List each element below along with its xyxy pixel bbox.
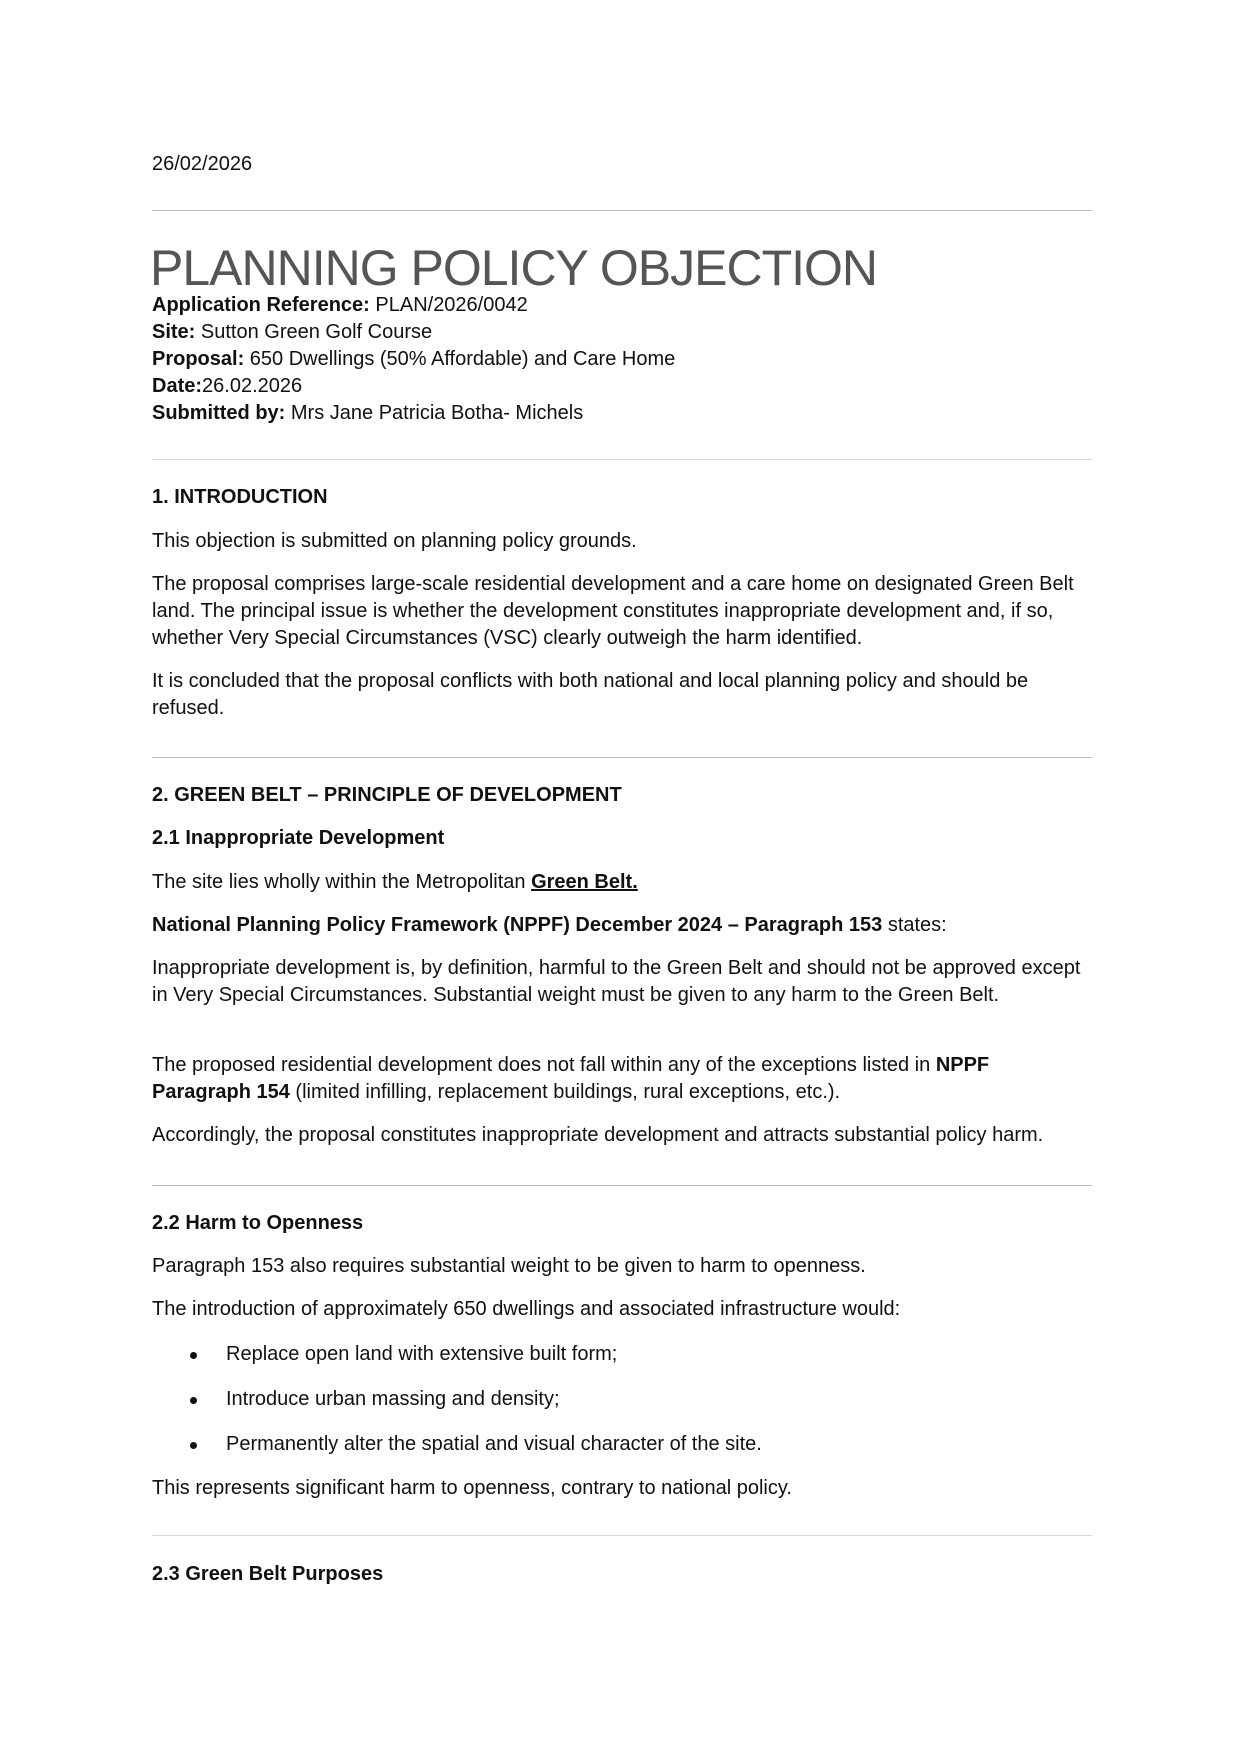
- paragraph-text: The proposed residential development does not fall within any of the exceptions listed in: [152, 1054, 936, 1076]
- section-introduction-heading: [152, 484, 1092, 511]
- divider: [152, 1185, 1092, 1186]
- intro-paragraph-1: This objection is submitted on planning policy grounds.: [152, 530, 637, 552]
- paragraph-text: (limited infilling, replacement buildings, rural exceptions, etc.).: [289, 1081, 841, 1103]
- site-detail: [152, 319, 675, 346]
- section-heading: 1. INTRODUCTION: [152, 486, 328, 508]
- bullet-icon: [190, 1397, 197, 1404]
- paragraph-text: states:: [882, 914, 947, 936]
- proposal-detail: [152, 346, 675, 373]
- subsection-heading: 2.3 Green Belt Purposes: [152, 1563, 384, 1585]
- openness-paragraph-2: The introduction of approximately 650 dwellings and associated infrastructure would:: [152, 1298, 901, 1320]
- conclusion-paragraph: Accordingly, the proposal constitutes inappropriate development and attracts substantial policy harm.: [152, 1124, 1044, 1146]
- date-detail: [152, 373, 675, 400]
- divider: [152, 459, 1092, 460]
- section-heading: 2. GREEN BELT – PRINCIPLE OF DEVELOPMENT: [152, 784, 622, 806]
- nppf-154-reference: NPPF Paragraph 154: [152, 1054, 990, 1103]
- harm-bullet-list: [152, 1341, 1092, 1476]
- green-belt-paragraph: [152, 869, 1092, 896]
- divider: [152, 210, 1092, 211]
- date-value: 26.02.2026: [202, 375, 303, 397]
- page-title: PLANNING POLICY OBJECTION: [150, 240, 878, 296]
- nppf-reference: National Planning Policy Framework (NPPF) December 2024 – Paragraph 153: [152, 914, 883, 936]
- divider: [152, 757, 1092, 758]
- list-item-text: Introduce urban massing and density;: [226, 1388, 560, 1410]
- submitted-by-detail: [152, 400, 675, 427]
- nppf-paragraph: [152, 912, 1092, 939]
- subsection-2-1-heading: [152, 825, 1092, 852]
- document-date: 26/02/2026: [152, 153, 253, 175]
- application-reference-value: PLAN/2026/0042: [369, 294, 528, 316]
- paragraph-text: The site lies wholly within the Metropolitan: [152, 871, 532, 893]
- openness-paragraph-1: Paragraph 153 also requires substantial weight to be given to harm to openness.: [152, 1255, 866, 1277]
- subsection-heading: 2.1 Inappropriate Development: [152, 827, 445, 849]
- subsection-2-2-heading: [152, 1210, 1092, 1237]
- proposal-label: Proposal:: [152, 348, 245, 370]
- intro-paragraph-2: The proposal comprises large-scale residential development and a care home on designated Green Belt land. The principal issue is whether the development constitutes inappropriate development and, if so, whether Very Special Circumstances (VSC) clearly outweigh the harm identified.: [152, 573, 1074, 649]
- date-label: Date:: [152, 375, 203, 397]
- application-reference: [152, 292, 675, 319]
- list-item-text: Permanently alter the spatial and visual character of the site.: [226, 1433, 762, 1455]
- divider: [152, 1535, 1092, 1536]
- application-details: [152, 292, 675, 427]
- subsection-heading: 2.2 Harm to Openness: [152, 1212, 364, 1234]
- section-green-belt-heading: [152, 782, 1092, 809]
- list-item: [152, 1431, 1092, 1476]
- bullet-icon: [190, 1352, 197, 1359]
- application-reference-label: Application Reference:: [152, 294, 370, 316]
- exceptions-paragraph: [152, 1052, 1092, 1106]
- submitted-by-label: Submitted by:: [152, 402, 286, 424]
- bullet-icon: [190, 1442, 197, 1449]
- list-item: [152, 1386, 1092, 1431]
- openness-conclusion: This represents significant harm to openness, contrary to national policy.: [152, 1477, 792, 1499]
- subsection-2-3-heading: [152, 1561, 1092, 1588]
- site-value: Sutton Green Golf Course: [195, 321, 433, 343]
- list-item-text: Replace open land with extensive built form;: [226, 1343, 618, 1365]
- inappropriate-development-paragraph: Inappropriate development is, by definition, harmful to the Green Belt and should not be approved except in Very Special Circumstances. Substantial weight must be given to any harm to the Green Belt.: [152, 957, 1081, 1006]
- list-item: [152, 1341, 1092, 1386]
- submitted-by-value: Mrs Jane Patricia Botha- Michels: [285, 402, 584, 424]
- intro-paragraph-3: It is concluded that the proposal conflicts with both national and local planning policy and should be refused.: [152, 670, 1029, 719]
- green-belt-link[interactable]: Green Belt.: [531, 871, 638, 893]
- site-label: Site:: [152, 321, 196, 343]
- proposal-value: 650 Dwellings (50% Affordable) and Care Home: [244, 348, 676, 370]
